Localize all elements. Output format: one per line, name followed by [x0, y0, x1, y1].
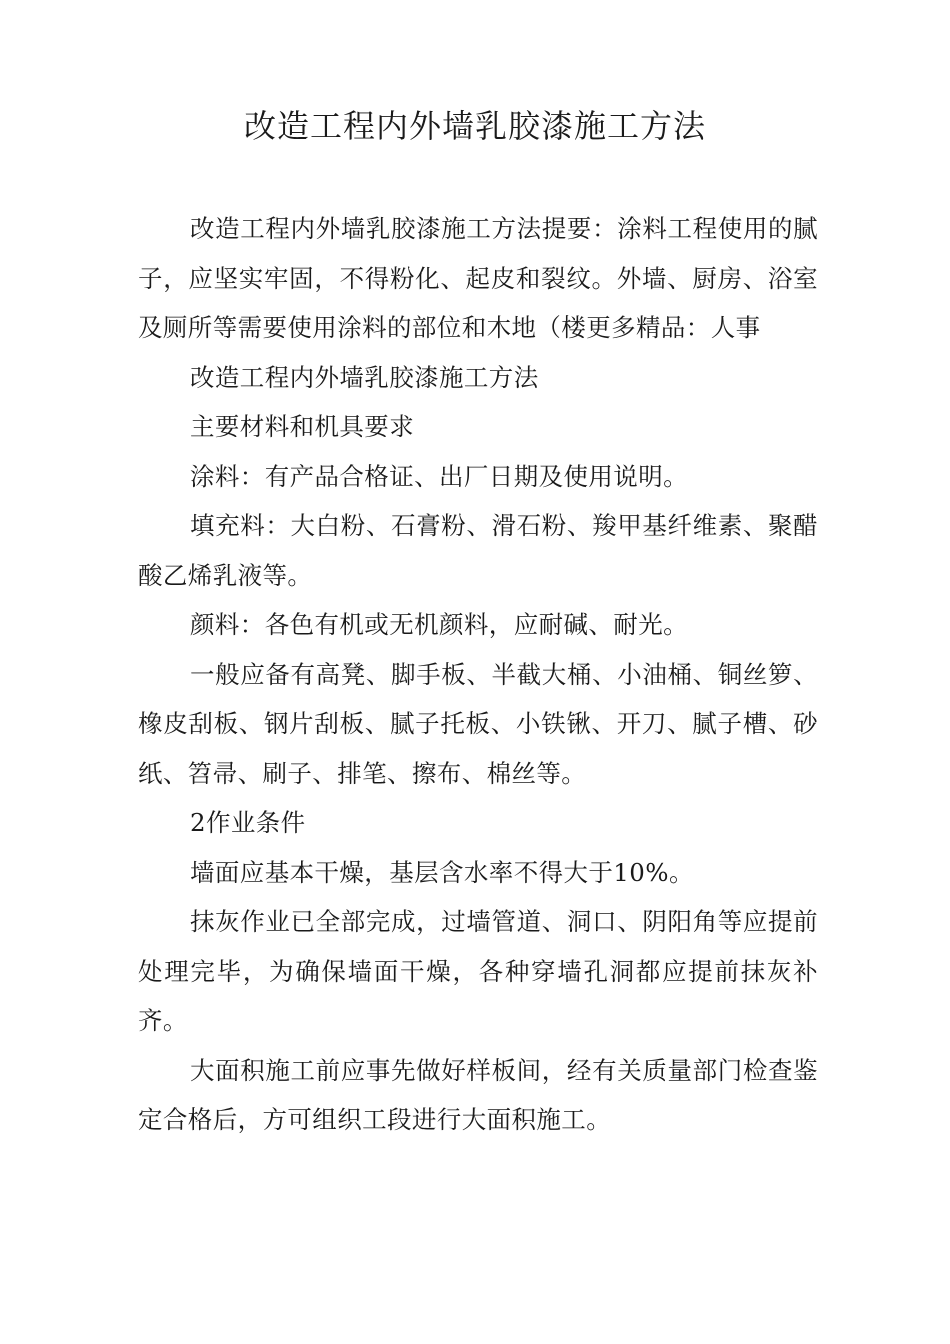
paragraph-filler: 填充料：大白粉、石膏粉、滑石粉、羧甲基纤维素、聚醋酸乙烯乳液等。: [138, 511, 818, 590]
document-title: 改造工程内外墙乳胶漆施工方法: [243, 107, 706, 145]
paragraph-materials-heading: 主要材料和机具要求: [190, 412, 415, 441]
paragraph-summary: 改造工程内外墙乳胶漆施工方法提要：涂料工程使用的腻子，应坚实牢固，不得粉化、起皮和裂纹。外墙、厨房、浴室及厕所等需要使用涂料的部位和木地（楼更多精品：人事: [138, 214, 818, 342]
paragraph-conditions-heading: 2作业条件: [190, 808, 306, 837]
paragraph-plastering: 抹灰作业已全部完成，过墙管道、洞口、阴阳角等应提前处理完毕，为确保墙面干燥，各种穿墙孔洞都应提前抹灰补齐。: [138, 907, 818, 1035]
paragraph-wall-dryness: 墙面应基本干燥，基层含水率不得大于10%。: [190, 857, 694, 887]
paragraph-subtitle: 改造工程内外墙乳胶漆施工方法: [190, 362, 539, 392]
document-body: [138, 204, 818, 1145]
paragraph-pigment: 颜料：各色有机或无机颜料，应耐碱、耐光。: [190, 610, 688, 639]
paragraph-coating: 涂料：有产品合格证、出厂日期及使用说明。: [190, 461, 688, 491]
paragraph-tools: 一般应备有高凳、脚手板、半截大桶、小油桶、铜丝箩、橡皮刮板、钢片刮板、腻子托板、小铁锹、开刀、腻子槽、砂纸、笤帚、刷子、排笔、擦布、棉丝等。: [138, 659, 818, 788]
paragraph-sample-room: 大面积施工前应事先做好样板间，经有关质量部门检查鉴定合格后，方可组织工段进行大面积施工。: [138, 1055, 818, 1134]
